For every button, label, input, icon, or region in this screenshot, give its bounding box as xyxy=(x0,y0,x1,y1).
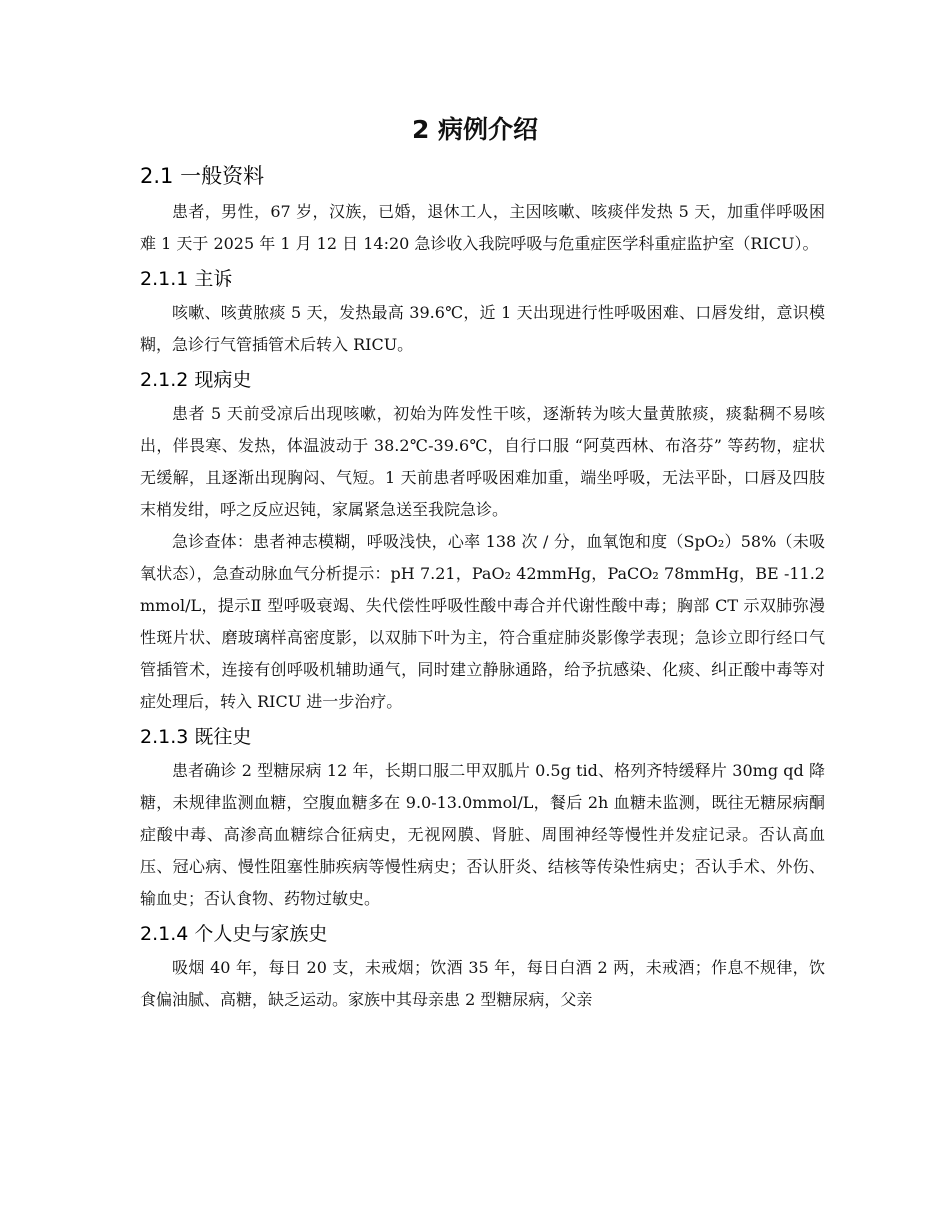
section-heading-chief-complaint: 2.1.1 主诉 xyxy=(140,268,233,290)
personal-family-paragraph: 吸烟 40 年，每日 20 支，未戒烟；饮酒 35 年，每日白酒 2 两，未戒酒；作息不规律，饮食偏油腻、高糖，缺乏运动。家族中其母亲患 2 型糖尿病，父亲 xyxy=(140,958,825,1009)
document-body xyxy=(140,160,825,1016)
chapter-title: 2 病例介绍 xyxy=(411,115,539,144)
general-paragraph: 患者，男性，67 岁，汉族，已婚，退休工人，主因咳嗽、咳痰伴发热 5 天，加重伴呼吸困难 1 天于 2025 年 1 月 12 日 14:20 急诊收入我院呼吸与危重症医学科重症监护室（RICU）。 xyxy=(140,202,825,253)
section-heading-personal-family: 2.1.4 个人史与家族史 xyxy=(140,923,328,945)
chief-complaint-paragraph: 咳嗽、咳黄脓痰 5 天，发热最高 39.6℃，近 1 天出现进行性呼吸困难、口唇发绀，意识模糊，急诊行气管插管术后转入 RICU。 xyxy=(140,303,825,354)
past-history-paragraph: 患者确诊 2 型糖尿病 12 年，长期口服二甲双胍片 0.5g tid、格列齐特缓释片 30mg qd 降糖，未规律监测血糖，空腹血糖多在 9.0-13.0mmol/L，餐后 2h 血糖未监测，既往无糖尿病酮症酸中毒、高渗高血糖综合征病史，无视网膜、肾脏、周围神经等慢性并发症记录。否认高血压、冠心病、慢性阻塞性肺疾病等慢性病史；否认肝炎、结核等传染性病史；否认手术、外伤、输血史；否认食物、药物过敏史。 xyxy=(140,761,825,908)
section-heading-past-history: 2.1.3 既往史 xyxy=(140,726,252,748)
present-illness-paragraph: 患者 5 天前受凉后出现咳嗽，初始为阵发性干咳，逐渐转为咳大量黄脓痰，痰黏稠不易咳出，伴畏寒、发热，体温波动于 38.2℃-39.6℃，自行口服 “阿莫西林、布洛芬” 等药物，症状无缓解，且逐渐出现胸闷、气短。1 天前患者呼吸困难加重，端坐呼吸，无法平卧，口唇及四肢末梢发绀，呼之反应迟钝，家属紧急送至我院急诊。 xyxy=(140,404,825,519)
emergency-exam-paragraph: 急诊查体：患者神志模糊，呼吸浅快，心率 138 次 / 分，血氧饱和度（SpO₂）58%（未吸氧状态），急查动脉血气分析提示：pH 7.21，PaO₂ 42mmHg，PaCO₂ 78mmHg，BE -11.2mmol/L，提示Ⅱ 型呼吸衰竭、失代偿性呼吸性酸中毒合并代谢性酸中毒；胸部 CT 示双肺弥漫性斑片状、磨玻璃样高密度影，以双肺下叶为主，符合重症肺炎影像学表现；急诊立即行经口气管插管术，连接有创呼吸机辅助通气，同时建立静脉通路，给予抗感染、化痰、纠正酸中毒等对症处理后，转入 RICU 进一步治疗。 xyxy=(140,532,825,711)
section-heading-general: 2.1 一般资料 xyxy=(140,164,265,188)
section-heading-present-illness: 2.1.2 现病史 xyxy=(140,369,252,391)
